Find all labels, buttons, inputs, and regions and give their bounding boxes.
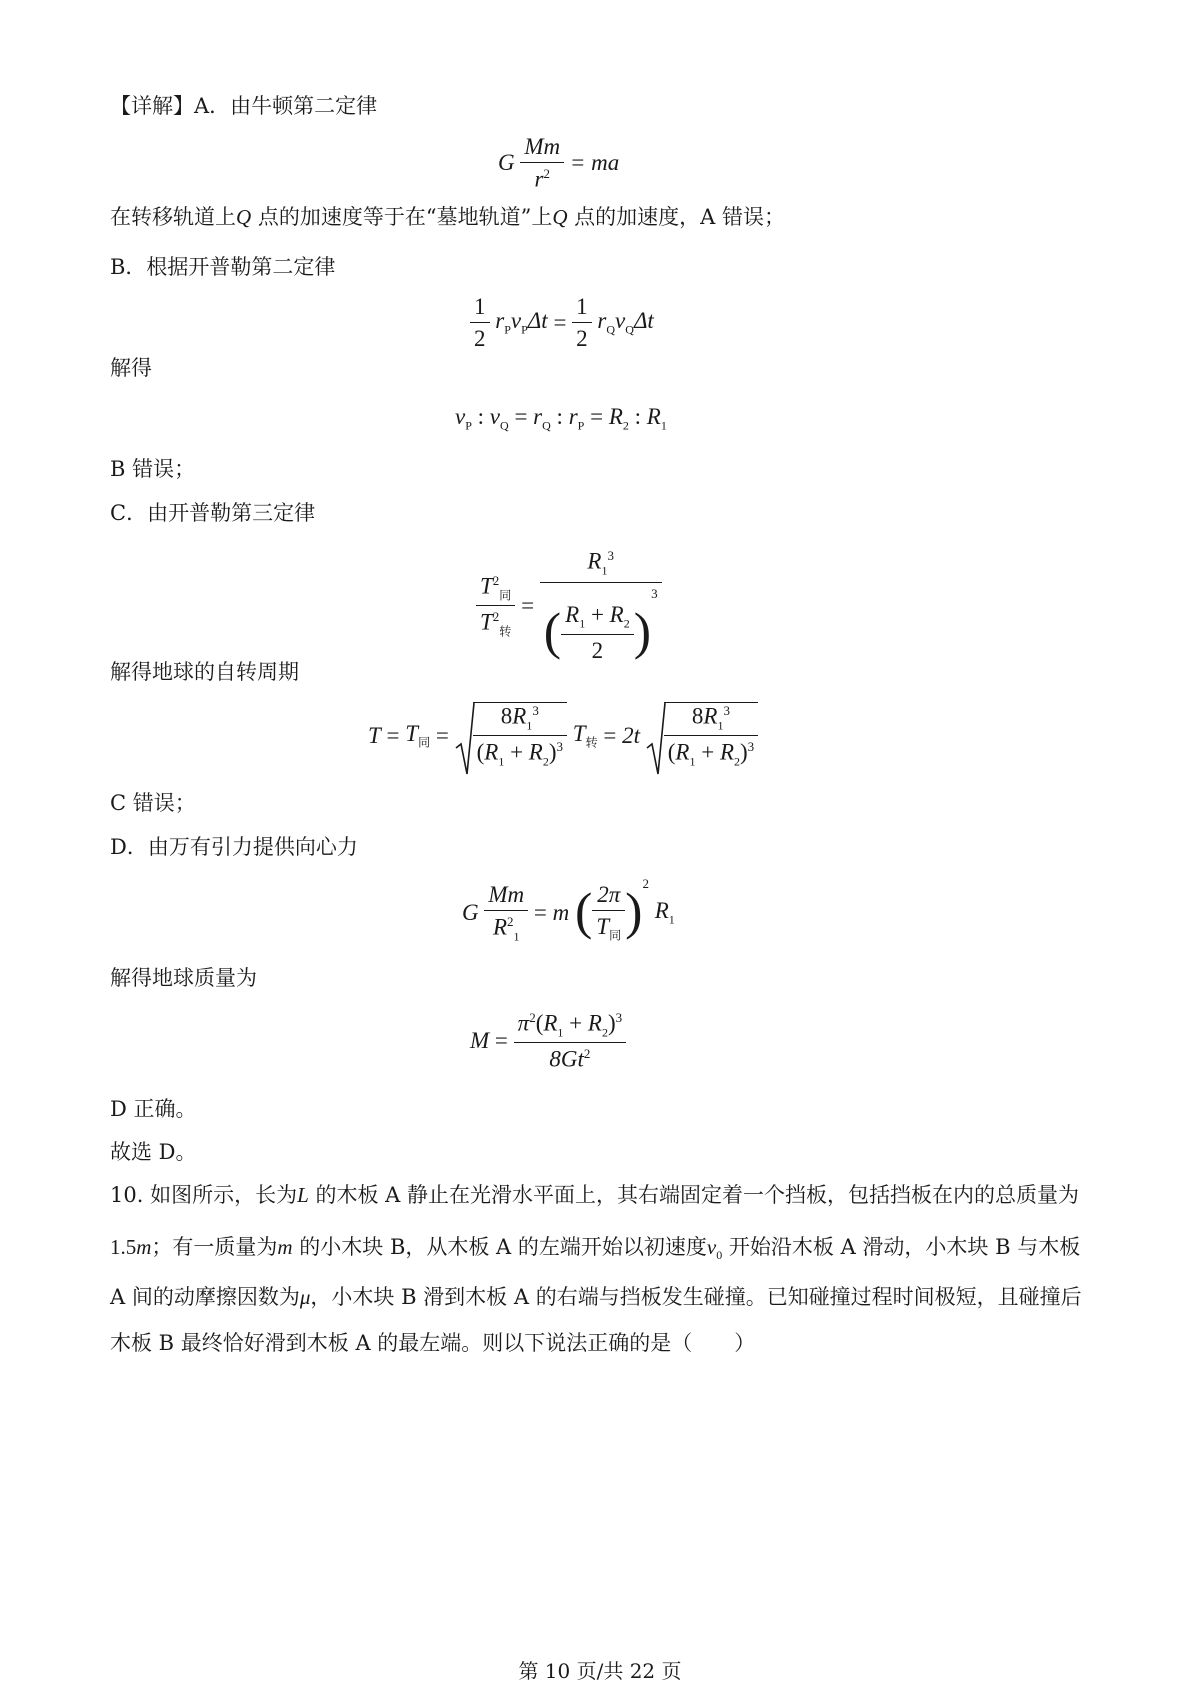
equation-kepler-second-law: $\frac{1}{2}$ $r_Pv_P\Delta t$ = $\frac{1}{2}$ $r_Qv_Q\Delta t$ [470, 294, 654, 352]
option-a-conclusion: 在转移轨道上Q 点的加速度等于在“墓地轨道”上Q 点的加速度，A 错误； [110, 205, 786, 229]
equation-earth-mass: M = $\frac{\pi^2(R_1 + R_2)^3}{8Gt^2}$ [470, 1010, 626, 1073]
option-d-solve-label: 解得地球质量为 [110, 966, 257, 990]
detail-tag: 【详解】 [110, 94, 194, 118]
equation-gravity-centripetal: G $\frac{Mm}{R^2_1}$ = m ( $\frac{2\pi}{T_同}$ )$^2$ $R_1$ [462, 876, 675, 943]
option-d-heading: D．由万有引力提供向心力 [110, 835, 358, 859]
option-a-text: A．由牛顿第二定律 [194, 94, 378, 118]
option-b-conclusion: B 错误； [110, 457, 196, 481]
equation-velocity-ratio: $v_P$ : $v_Q = r_Q$ : $r_P = R_2$ : $R_1$ [455, 404, 667, 433]
option-c-heading: C．由开普勒第三定律 [110, 501, 316, 525]
question-10-line-4: 木板 B 最终恰好滑到木板 A 的最左端。则以下说法正确的是（ ） [110, 1331, 756, 1355]
option-c-solve-label: 解得地球的自转周期 [110, 660, 299, 684]
question-10-line-1: 10. 如图所示，长为L 的木板 A 静止在光滑水平面上，其右端固定着一个挡板，包括挡板在内的总质量为 [110, 1183, 1079, 1207]
detail-a-heading [110, 91, 377, 121]
option-b-heading: B．根据开普勒第二定律 [110, 255, 336, 279]
equation-rotation-period: $T = T_同$ = $\frac{8R_1^3}{(R_1 + R_2)^3}$ $T_转 = 2t$ $\frac{8R_1^3}{(R_1 + R_2)^3}$ [368, 702, 758, 770]
equation-newton-second-law: G $\frac{Mm}{r^2}$ = ma [498, 134, 620, 192]
page-footer: 第 10 页/共 22 页 [518, 1659, 682, 1683]
question-10-line-2: 1.5m；有一质量为m 的小木块 B，从木板 A 的左端开始以初速度$v_0$ 开始沿木板 A 滑动，小木块 B 与木板 [110, 1235, 1081, 1263]
option-d-conclusion: D 正确。 [110, 1097, 197, 1121]
option-b-solve-label: 解得 [110, 356, 152, 380]
option-c-conclusion: C 错误； [110, 791, 196, 815]
question-10-line-3: A 间的动摩擦因数为μ，小木块 B 滑到木板 A 的右端与挡板发生碰撞。已知碰撞过程时间极短，且碰撞后 [110, 1285, 1082, 1309]
equation-kepler-third-law: $\frac{T^2_同}{T^2_转}$ = $R_1^3$ ( $\frac{R_1 + R_2}{2}$ )$^3$ [476, 548, 662, 664]
final-choice: 故选 D。 [110, 1140, 197, 1164]
